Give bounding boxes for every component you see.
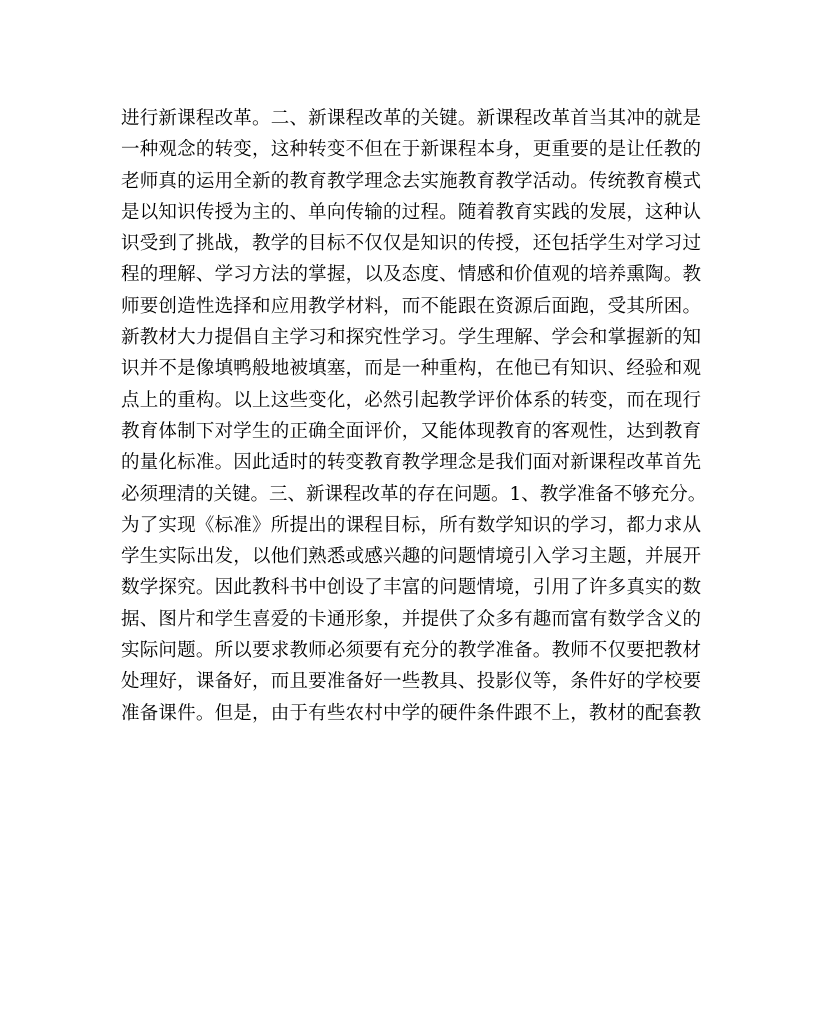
text-line: 是以知识传授为主的、单向传输的过程。随着教育实践的发展，这种认 xyxy=(121,201,701,223)
text-line: 学生实际出发，以他们熟悉或感兴趣的问题情境引入学习主题，并展开 xyxy=(121,546,701,568)
text-line: 为了实现《标准》所提出的课程目标，所有数学知识的学习，都力求从 xyxy=(121,514,701,536)
text-line: 识并不是像填鸭般地被填塞，而是一种重构，在他已有知识、经验和观 xyxy=(121,358,701,380)
text-line: 实际问题。所以要求教师必须要有充分的教学准备。教师不仅要把教材 xyxy=(121,640,701,662)
text-line: 的量化标准。因此适时的转变教育教学理念是我们面对新课程改革首先 xyxy=(121,452,701,474)
text-line: 一种观念的转变，这种转变不但在于新课程本身，更重要的是让任教的 xyxy=(121,139,701,161)
text-line: 进行新课程改革。二、新课程改革的关键。新课程改革首当其冲的就是 xyxy=(121,108,701,129)
text-line: 新教材大力提倡自主学习和探究性学习。学生理解、学会和掌握新的知 xyxy=(121,327,701,349)
text-line: 必须理清的关键。三、新课程改革的存在问题。1、教学准备不够充分。 xyxy=(121,483,707,505)
text-line: 程的理解、学习方法的掌握，以及态度、情感和价值观的培养熏陶。教 xyxy=(121,264,701,286)
text-line: 识受到了挑战，教学的目标不仅仅是知识的传授，还包括学生对学习过 xyxy=(121,233,701,255)
text-line: 点上的重构。以上这些变化，必然引起教学评价体系的转变，而在现行 xyxy=(121,389,701,411)
body-text xyxy=(121,103,707,729)
text-line: 教育体制下对学生的正确全面评价，又能体现教育的客观性，达到教育 xyxy=(121,420,701,442)
text-line: 老师真的运用全新的教育教学理念去实施教育教学活动。传统教育模式 xyxy=(121,170,701,192)
text-line: 处理好，课备好，而且要准备好一些教具、投影仪等，条件好的学校要 xyxy=(121,671,701,693)
text-line: 师要创造性选择和应用教学材料，而不能跟在资源后面跑，受其所困。 xyxy=(121,295,701,317)
text-line: 准备课件。但是，由于有些农村中学的硬件条件跟不上，教材的配套教 xyxy=(121,702,701,724)
text-line: 数学探究。因此教科书中创设了丰富的问题情境，引用了许多真实的数 xyxy=(121,577,701,599)
text-line: 据、图片和学生喜爱的卡通形象，并提供了众多有趣而富有数学含义的 xyxy=(121,608,701,630)
